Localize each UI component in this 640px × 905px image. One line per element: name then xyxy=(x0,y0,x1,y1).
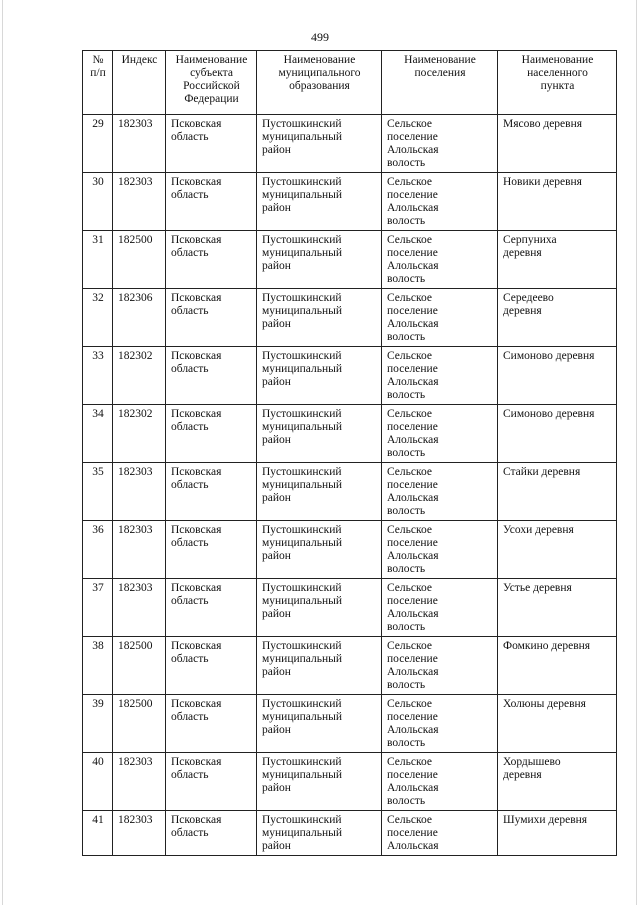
column-header-line: Наименование xyxy=(404,54,476,66)
cell-line: Псковская xyxy=(171,350,222,362)
cell-line: Алольская xyxy=(387,492,439,504)
cell-line: Хордышево xyxy=(503,756,561,768)
cell-index: 182303 xyxy=(113,463,166,521)
cell-subject xyxy=(166,521,257,579)
cell-line: Стайки деревня xyxy=(503,466,581,478)
cell-line: волость xyxy=(387,563,426,575)
column-header-locality xyxy=(498,51,617,115)
cell-line: область xyxy=(171,131,209,143)
cell-line: Псковская xyxy=(171,640,222,652)
cell-line: Алольская xyxy=(387,550,439,562)
cell-index: 182500 xyxy=(113,637,166,695)
cell-line: Сельское xyxy=(387,176,433,188)
cell-line: волость xyxy=(387,389,426,401)
cell-line: область xyxy=(171,653,209,665)
cell-line: муниципальный xyxy=(262,711,343,723)
column-header-line: Федерации xyxy=(184,93,239,105)
cell-line: область xyxy=(171,711,209,723)
cell-line: поселение xyxy=(387,131,438,143)
cell-line: Псковская xyxy=(171,698,222,710)
cell-line: область xyxy=(171,595,209,607)
cell-line: Усохи деревня xyxy=(503,524,574,536)
cell-line: поселение xyxy=(387,595,438,607)
page-number: 499 xyxy=(311,30,329,44)
cell-subject xyxy=(166,753,257,811)
cell-line: Алольская xyxy=(387,260,439,272)
cell-line: Фомкино деревня xyxy=(503,640,591,652)
column-header-line: № xyxy=(92,54,104,66)
cell-index: 182500 xyxy=(113,695,166,753)
locality-registry-table xyxy=(82,50,617,856)
cell-line: Псковская xyxy=(171,466,222,478)
cell-municipality xyxy=(257,289,382,347)
cell-line: Сельское xyxy=(387,582,433,594)
cell-municipality xyxy=(257,521,382,579)
cell-locality xyxy=(498,231,617,289)
column-header-index xyxy=(113,51,166,115)
cell-line: муниципальный xyxy=(262,827,343,839)
cell-settlement xyxy=(382,521,498,579)
cell-line: Новики деревня xyxy=(503,176,582,188)
cell-line: Сельское xyxy=(387,292,433,304)
cell-num: 34 xyxy=(83,405,113,463)
table-row xyxy=(83,637,617,695)
cell-num: 41 xyxy=(83,811,113,856)
cell-municipality xyxy=(257,347,382,405)
cell-index: 182500 xyxy=(113,231,166,289)
cell-num: 31 xyxy=(83,231,113,289)
column-header-line: Наименование xyxy=(521,54,594,66)
cell-municipality xyxy=(257,115,382,173)
cell-line: район xyxy=(262,376,291,388)
cell-line: волость xyxy=(387,505,426,517)
cell-municipality xyxy=(257,811,382,856)
cell-index: 182302 xyxy=(113,347,166,405)
cell-line: Сельское xyxy=(387,118,433,130)
cell-line: Сельское xyxy=(387,234,433,246)
cell-line: район xyxy=(262,202,291,214)
cell-municipality xyxy=(257,695,382,753)
cell-num: 39 xyxy=(83,695,113,753)
cell-settlement xyxy=(382,753,498,811)
cell-line: Пустошкинский xyxy=(262,640,342,652)
cell-line: поселение xyxy=(387,305,438,317)
column-header-municipality xyxy=(257,51,382,115)
cell-locality xyxy=(498,579,617,637)
column-header-line: пункта xyxy=(540,80,575,92)
cell-line: муниципальный xyxy=(262,131,343,143)
cell-line: Пустошкинский xyxy=(262,524,342,536)
cell-line: Сельское xyxy=(387,698,433,710)
cell-line: Середеево xyxy=(503,292,554,304)
column-header-line: образования xyxy=(289,80,350,92)
cell-line: Пустошкинский xyxy=(262,466,342,478)
cell-line: волость xyxy=(387,157,426,169)
cell-line: Сельское xyxy=(387,756,433,768)
cell-settlement xyxy=(382,463,498,521)
cell-num: 30 xyxy=(83,173,113,231)
cell-locality xyxy=(498,521,617,579)
cell-index: 182303 xyxy=(113,173,166,231)
cell-settlement xyxy=(382,405,498,463)
cell-num: 29 xyxy=(83,115,113,173)
cell-settlement xyxy=(382,289,498,347)
cell-line: поселение xyxy=(387,537,438,549)
cell-line: Псковская xyxy=(171,176,222,188)
cell-line: Псковская xyxy=(171,524,222,536)
cell-municipality xyxy=(257,637,382,695)
cell-line: Пустошкинский xyxy=(262,350,342,362)
cell-settlement xyxy=(382,347,498,405)
column-header-settlement xyxy=(382,51,498,115)
cell-line: Шумихи деревня xyxy=(503,814,588,826)
cell-municipality xyxy=(257,405,382,463)
cell-municipality xyxy=(257,173,382,231)
column-header-line: населенного xyxy=(527,67,588,79)
cell-line: муниципальный xyxy=(262,363,343,375)
cell-line: поселение xyxy=(387,711,438,723)
cell-line: муниципальный xyxy=(262,537,343,549)
cell-settlement xyxy=(382,115,498,173)
cell-municipality xyxy=(257,463,382,521)
cell-settlement xyxy=(382,579,498,637)
cell-locality xyxy=(498,753,617,811)
table-row xyxy=(83,753,617,811)
cell-line: область xyxy=(171,247,209,259)
cell-line: Алольская xyxy=(387,840,439,852)
cell-line: муниципальный xyxy=(262,595,343,607)
cell-line: район xyxy=(262,724,291,736)
cell-line: деревня xyxy=(503,769,542,781)
cell-line: волость xyxy=(387,795,426,807)
cell-line: деревня xyxy=(503,305,542,317)
cell-line: муниципальный xyxy=(262,421,343,433)
cell-line: волость xyxy=(387,737,426,749)
cell-line: волость xyxy=(387,447,426,459)
cell-line: Симоново деревня xyxy=(503,350,595,362)
cell-index: 182303 xyxy=(113,579,166,637)
cell-num: 36 xyxy=(83,521,113,579)
cell-line: муниципальный xyxy=(262,305,343,317)
cell-line: район xyxy=(262,782,291,794)
cell-locality xyxy=(498,115,617,173)
cell-line: Пустошкинский xyxy=(262,234,342,246)
cell-subject xyxy=(166,289,257,347)
cell-line: область xyxy=(171,305,209,317)
cell-line: Сельское xyxy=(387,814,433,826)
column-header-line: поселения xyxy=(414,67,466,79)
cell-subject xyxy=(166,347,257,405)
cell-locality xyxy=(498,637,617,695)
cell-subject xyxy=(166,637,257,695)
cell-line: Сельское xyxy=(387,350,433,362)
column-header-line: Наименование xyxy=(175,54,248,66)
cell-subject xyxy=(166,695,257,753)
table-row xyxy=(83,579,617,637)
cell-subject xyxy=(166,173,257,231)
column-header-line: Индекс xyxy=(121,54,158,66)
table-row xyxy=(83,289,617,347)
column-header-line: Российской xyxy=(183,80,240,92)
cell-line: Алольская xyxy=(387,202,439,214)
cell-line: муниципальный xyxy=(262,653,343,665)
cell-line: муниципальный xyxy=(262,769,343,781)
cell-index: 182303 xyxy=(113,521,166,579)
cell-line: Псковская xyxy=(171,814,222,826)
cell-line: Сельское xyxy=(387,466,433,478)
cell-line: область xyxy=(171,421,209,433)
cell-line: Пустошкинский xyxy=(262,408,342,420)
cell-line: Алольская xyxy=(387,666,439,678)
cell-line: Мясово деревня xyxy=(503,118,583,130)
cell-line: поселение xyxy=(387,653,438,665)
cell-line: Алольская xyxy=(387,724,439,736)
cell-line: Пустошкинский xyxy=(262,814,342,826)
cell-line: Псковская xyxy=(171,408,222,420)
column-header-line: Наименование xyxy=(283,54,356,66)
cell-line: волость xyxy=(387,679,426,691)
cell-line: район xyxy=(262,144,291,156)
cell-line: район xyxy=(262,666,291,678)
cell-line: поселение xyxy=(387,363,438,375)
cell-line: Псковская xyxy=(171,756,222,768)
table-row xyxy=(83,811,617,856)
cell-line: муниципальный xyxy=(262,479,343,491)
column-header-num xyxy=(83,51,113,115)
scan-edge-left xyxy=(2,0,3,905)
cell-line: область xyxy=(171,769,209,781)
cell-line: Симоново деревня xyxy=(503,408,595,420)
column-header-line: п/п xyxy=(90,67,106,79)
cell-line: Пустошкинский xyxy=(262,176,342,188)
cell-num: 33 xyxy=(83,347,113,405)
cell-line: волость xyxy=(387,331,426,343)
cell-num: 40 xyxy=(83,753,113,811)
cell-line: Псковская xyxy=(171,292,222,304)
cell-line: район xyxy=(262,260,291,272)
cell-subject xyxy=(166,463,257,521)
table-row xyxy=(83,405,617,463)
cell-line: Алольская xyxy=(387,318,439,330)
cell-municipality xyxy=(257,231,382,289)
cell-locality xyxy=(498,695,617,753)
cell-index: 182306 xyxy=(113,289,166,347)
cell-line: район xyxy=(262,608,291,620)
cell-locality xyxy=(498,405,617,463)
cell-line: область xyxy=(171,189,209,201)
table-body xyxy=(83,115,617,856)
cell-num: 37 xyxy=(83,579,113,637)
cell-line: район xyxy=(262,550,291,562)
cell-line: район xyxy=(262,318,291,330)
cell-locality xyxy=(498,347,617,405)
cell-index: 182302 xyxy=(113,405,166,463)
cell-locality xyxy=(498,463,617,521)
cell-settlement xyxy=(382,811,498,856)
cell-num: 35 xyxy=(83,463,113,521)
cell-line: район xyxy=(262,840,291,852)
cell-num: 38 xyxy=(83,637,113,695)
cell-settlement xyxy=(382,695,498,753)
cell-locality xyxy=(498,289,617,347)
cell-subject xyxy=(166,579,257,637)
cell-line: Алольская xyxy=(387,144,439,156)
cell-line: Устье деревня xyxy=(503,582,572,594)
cell-line: Пустошкинский xyxy=(262,756,342,768)
cell-line: район xyxy=(262,434,291,446)
cell-line: Псковская xyxy=(171,234,222,246)
cell-line: Пустошкинский xyxy=(262,118,342,130)
table-row xyxy=(83,115,617,173)
cell-settlement xyxy=(382,637,498,695)
cell-line: волость xyxy=(387,273,426,285)
table-row xyxy=(83,231,617,289)
cell-line: волость xyxy=(387,621,426,633)
column-header-subject xyxy=(166,51,257,115)
cell-line: Алольская xyxy=(387,608,439,620)
cell-line: волость xyxy=(387,215,426,227)
cell-line: область xyxy=(171,827,209,839)
cell-num: 32 xyxy=(83,289,113,347)
cell-line: Алольская xyxy=(387,434,439,446)
cell-index: 182303 xyxy=(113,753,166,811)
cell-subject xyxy=(166,811,257,856)
cell-line: муниципальный xyxy=(262,247,343,259)
cell-line: Сельское xyxy=(387,524,433,536)
cell-line: поселение xyxy=(387,189,438,201)
cell-line: Сельское xyxy=(387,408,433,420)
cell-municipality xyxy=(257,579,382,637)
scan-edge-right xyxy=(636,0,637,905)
cell-line: Пустошкинский xyxy=(262,698,342,710)
cell-line: Псковская xyxy=(171,582,222,594)
cell-line: область xyxy=(171,537,209,549)
table-header-row xyxy=(83,51,617,115)
cell-line: Алольская xyxy=(387,376,439,388)
cell-line: поселение xyxy=(387,247,438,259)
cell-line: Сельское xyxy=(387,640,433,652)
cell-line: Алольская xyxy=(387,782,439,794)
cell-line: Пустошкинский xyxy=(262,582,342,594)
cell-subject xyxy=(166,231,257,289)
cell-line: поселение xyxy=(387,421,438,433)
column-header-line: субъекта xyxy=(190,67,233,79)
table-row xyxy=(83,173,617,231)
cell-line: Псковская xyxy=(171,118,222,130)
cell-line: область xyxy=(171,479,209,491)
cell-line: деревня xyxy=(503,247,542,259)
column-header-line: муниципального xyxy=(278,67,361,79)
cell-line: поселение xyxy=(387,769,438,781)
table-row xyxy=(83,521,617,579)
cell-line: поселение xyxy=(387,479,438,491)
cell-locality xyxy=(498,173,617,231)
cell-line: Серпуниха xyxy=(503,234,557,246)
cell-index: 182303 xyxy=(113,115,166,173)
cell-index: 182303 xyxy=(113,811,166,856)
cell-line: Холюны деревня xyxy=(503,698,586,710)
cell-line: муниципальный xyxy=(262,189,343,201)
cell-municipality xyxy=(257,753,382,811)
cell-locality xyxy=(498,811,617,856)
cell-subject xyxy=(166,405,257,463)
cell-settlement xyxy=(382,173,498,231)
cell-line: поселение xyxy=(387,827,438,839)
table-row xyxy=(83,463,617,521)
cell-line: район xyxy=(262,492,291,504)
table-row xyxy=(83,695,617,753)
cell-line: Пустошкинский xyxy=(262,292,342,304)
cell-subject xyxy=(166,115,257,173)
cell-settlement xyxy=(382,231,498,289)
table-row xyxy=(83,347,617,405)
cell-line: область xyxy=(171,363,209,375)
